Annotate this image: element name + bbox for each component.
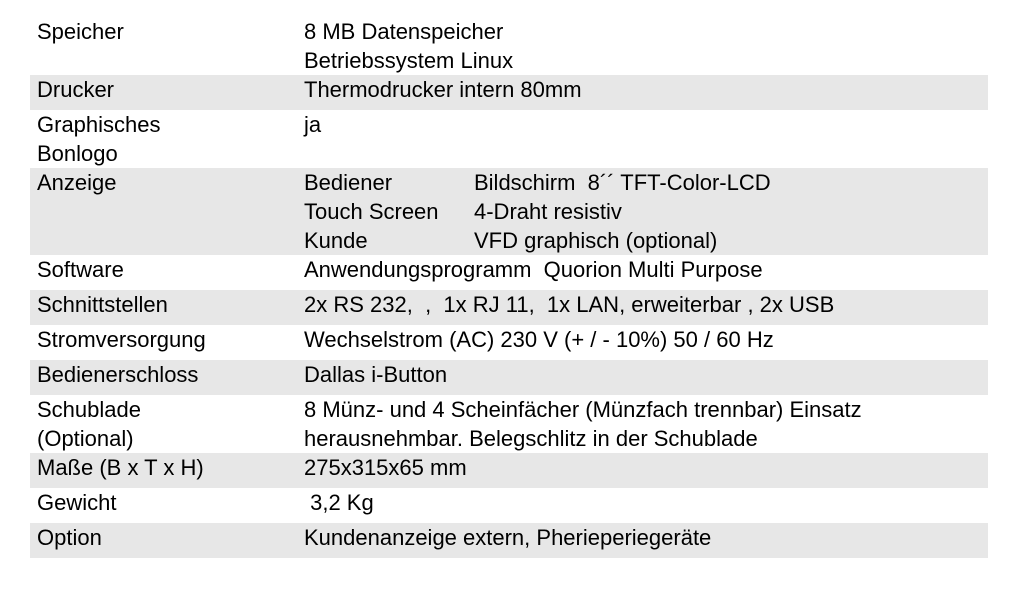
spec-value xyxy=(304,360,988,395)
display-entry xyxy=(304,197,988,226)
spec-label-line: Schnittstellen xyxy=(37,292,168,317)
spec-label-line: (Optional) xyxy=(37,426,134,451)
spec-value-line: Wechselstrom (AC) 230 V (+ / - 10%) 50 / 60 Hz xyxy=(304,327,774,352)
spec-label xyxy=(30,290,304,325)
spec-value xyxy=(304,453,988,488)
spec-label-line: Bedienerschloss xyxy=(37,362,199,387)
spec-row xyxy=(30,168,988,255)
spec-label xyxy=(30,168,304,255)
spec-value-line: herausnehmbar. Belegschlitz in der Schublade xyxy=(304,426,758,451)
spec-label xyxy=(30,110,304,168)
spec-label-line: Bonlogo xyxy=(37,141,118,166)
display-entry xyxy=(304,168,988,197)
spec-value xyxy=(304,290,988,325)
spec-row xyxy=(30,453,988,488)
spec-label xyxy=(30,325,304,360)
spec-value xyxy=(304,168,988,255)
spec-label-line: Schublade xyxy=(37,397,141,422)
spec-row xyxy=(30,325,988,360)
spec-value xyxy=(304,488,988,523)
spec-value-line: Betriebssystem Linux xyxy=(304,48,514,73)
spec-label xyxy=(30,523,304,558)
spec-row xyxy=(30,255,988,290)
spec-value xyxy=(304,75,988,110)
spec-value xyxy=(304,17,988,75)
spec-value xyxy=(304,523,988,558)
spec-value xyxy=(304,255,988,290)
spec-label xyxy=(30,75,304,110)
spec-label-line: Stromversorgung xyxy=(37,327,206,352)
spec-table xyxy=(30,17,988,558)
spec-table-body xyxy=(30,17,988,558)
spec-value-line: 275x315x65 mm xyxy=(304,455,467,480)
spec-value-line: 3,2 Kg xyxy=(304,490,374,515)
spec-label xyxy=(30,453,304,488)
spec-row xyxy=(30,523,988,558)
display-entry-name: Kunde xyxy=(304,228,368,253)
spec-value xyxy=(304,325,988,360)
spec-row xyxy=(30,360,988,395)
display-entry-name: Touch Screen xyxy=(304,199,439,224)
spec-label xyxy=(30,255,304,290)
display-entry-name: Bediener xyxy=(304,170,393,195)
spec-value-line: Dallas i-Button xyxy=(304,362,448,387)
spec-row xyxy=(30,395,988,453)
spec-value xyxy=(304,110,988,168)
spec-label-line: Gewicht xyxy=(37,490,117,515)
spec-row xyxy=(30,488,988,523)
display-entry-value: VFD graphisch (optional) xyxy=(474,228,718,253)
display-entry xyxy=(304,226,988,255)
spec-row xyxy=(30,290,988,325)
spec-label-line: Speicher xyxy=(37,19,124,44)
spec-value-line: 8 MB Datenspeicher xyxy=(304,19,504,44)
spec-label-line: Software xyxy=(37,257,124,282)
spec-value-line: 8 Münz- und 4 Scheinfächer (Münzfach trennbar) Einsatz xyxy=(304,397,862,422)
spec-label xyxy=(30,360,304,395)
spec-label-line: Option xyxy=(37,525,102,550)
spec-label-line: Drucker xyxy=(37,77,115,102)
spec-row xyxy=(30,17,988,75)
spec-value-line: 2x RS 232, , 1x RJ 11, 1x LAN, erweiterbar , 2x USB xyxy=(304,292,835,317)
spec-value-line: Anwendungsprogramm Quorion Multi Purpose xyxy=(304,257,763,282)
spec-value-line: ja xyxy=(304,112,322,137)
spec-row xyxy=(30,75,988,110)
spec-value xyxy=(304,395,988,453)
spec-label xyxy=(30,488,304,523)
spec-value-line: Thermodrucker intern 80mm xyxy=(304,77,582,102)
spec-value-line: Kundenanzeige extern, Pherieperiegeräte xyxy=(304,525,712,550)
spec-row xyxy=(30,110,988,168)
spec-label xyxy=(30,395,304,453)
display-entry-value: 4-Draht resistiv xyxy=(474,199,622,224)
spec-label-line: Maße (B x T x H) xyxy=(37,455,204,480)
spec-label-line: Graphisches xyxy=(37,112,161,137)
display-entry-value: Bildschirm 8´´ TFT-Color-LCD xyxy=(474,170,771,195)
spec-label-line: Anzeige xyxy=(37,170,117,195)
spec-label xyxy=(30,17,304,75)
